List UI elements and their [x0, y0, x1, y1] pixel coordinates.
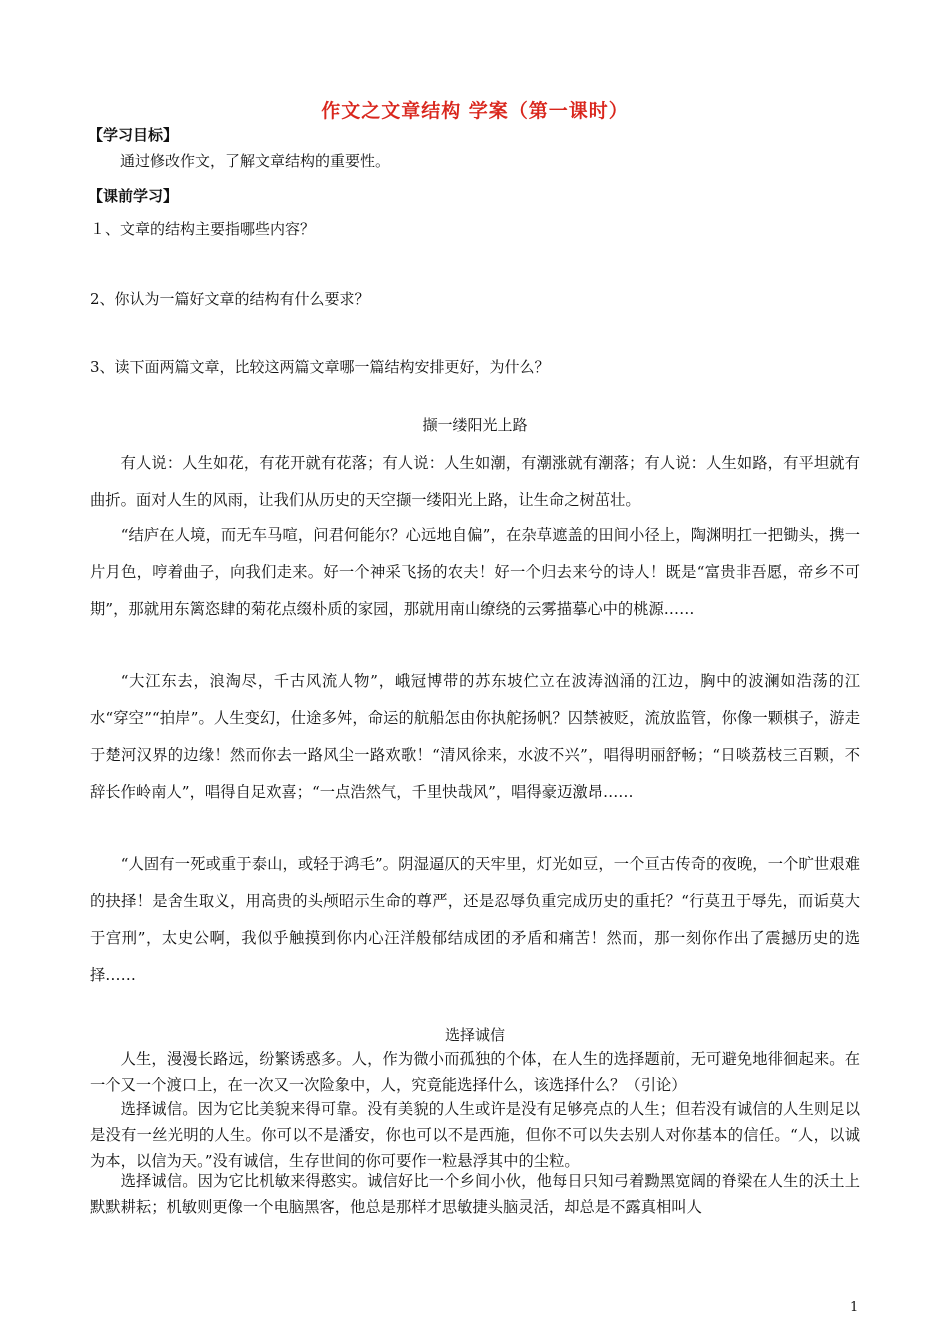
- goal-text: 通过修改作文，了解文章结构的重要性。: [120, 152, 391, 170]
- article2-paragraph-2: 选择诚信。因为它比美貌来得可靠。没有美貌的人生或许是没有足够亮点的人生；但若没有诚信的人生则足以是没有一丝光明的人生。你可以不是潘安，你也可以不是西施，但你不可以失去别人对你基本的信任。“人，以诚为本，以信为天。”没有诚信，生存世间的你可要作一粒悬浮其中的尘粒。: [90, 1100, 860, 1170]
- prestudy-heading: 【课前学习】: [88, 187, 179, 205]
- article1-title: 撷一缕阳光上路: [422, 416, 528, 434]
- article1-paragraph-1: 有人说：人生如花，有花开就有花落；有人说：人生如潮，有潮涨就有潮落；有人说：人生如路，有平坦就有曲折。面对人生的风雨，让我们从历史的天空撷一缕阳光上路，让生命之树茁壮。: [90, 454, 860, 509]
- question-1: １、文章的结构主要指哪些内容？: [90, 220, 316, 238]
- document-title: 作文之文章结构 学案（第一课时）: [321, 100, 629, 122]
- goal-heading: 【学习目标】: [88, 126, 179, 144]
- article2-title: 选择诚信: [444, 1026, 505, 1044]
- article2-paragraph-1: 人生，漫漫长路远，纷繁诱惑多。人，作为微小而孤独的个体，在人生的选择题前，无可避免地徘徊起来。在一个又一个渡口上，在一次又一次险象中，人，究竟能选择什么，该选择什么？（引论）: [90, 1050, 860, 1094]
- article1-paragraph-4: “人固有一死或重于泰山，或轻于鸿毛”。阴湿逼仄的天牢里，灯光如豆，一个亘古传奇的夜晚，一个旷世艰难的抉择！是舍生取义，用高贵的头颅昭示生命的尊严，还是忍辱负重完成历史的重托？“行莫丑于辱先，而诟莫大于宫刑”，太史公啊，我似乎触摸到你内心汪洋般郁结成团的矛盾和痛苦！然而，那一刻你作出了震撼历史的选择……: [90, 855, 860, 984]
- question-3: 3、读下面两篇文章，比较这两篇文章哪一篇结构安排更好，为什么？: [90, 358, 550, 376]
- article1-paragraph-2: “结庐在人境，而无车马喧，问君何能尔？心远地自偏”，在杂草遮盖的田间小径上，陶渊明扛一把锄头，携一片月色，哼着曲子，向我们走来。好一个神采飞扬的农夫！好一个归去来兮的诗人！既是“富贵非吾愿，帝乡不可期”，那就用东篱恣肆的菊花点缀朴质的家园，那就用南山缭绕的云雾描摹心中的桃源……: [90, 526, 860, 618]
- article2-paragraph-3: 选择诚信。因为它比机敏来得憨实。诚信好比一个乡间小伙，他每日只知弓着黝黑宽阔的脊梁在人生的沃土上默默耕耘；机敏则更像一个电脑黑客，他总是那样才思敏捷头脑灵活，却总是不露真相叫人: [90, 1172, 860, 1216]
- question-2: 2、你认为一篇好文章的结构有什么要求？: [90, 290, 370, 308]
- page-number: 1: [850, 1300, 859, 1315]
- article1-paragraph-3: “大江东去，浪淘尽，千古风流人物”，峨冠博带的苏东坡伫立在波涛汹涌的江边，胸中的波澜如浩荡的江水“穿空”“拍岸”。人生变幻，仕途多舛，命运的航船怎由你执舵扬帆？囚禁被贬，流放监管，你像一颗棋子，游走于楚河汉界的边缘！然而你去一路风尘一路欢歌！“清风徐来，水波不兴”，唱得明丽舒畅；“日啖荔枝三百颗，不辞长作岭南人”，唱得自足欢喜；“一点浩然气，千里快哉风”，唱得豪迈激昂……: [90, 672, 860, 801]
